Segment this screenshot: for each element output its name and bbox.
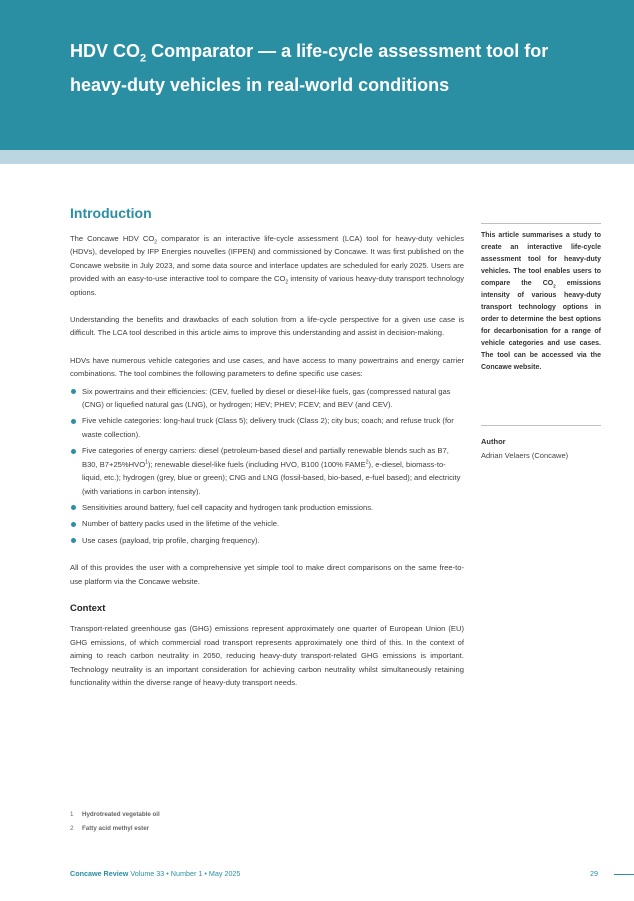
article-summary: This article summarises a study to create an interactive life-cycle assessment tool for heavy-duty vehicles. The tool enables users to compare the $CO_2$ emissions intensity of various heavy-duty transport technology options in order to determine the best options for decarbonisation for a range of vehicle categories and use cases. The tool can be accessed via the Concawe website. — [481, 232, 601, 371]
author-label: Author — [481, 437, 506, 446]
intro-paragraph-2: Understanding the benefits and drawbacks of each solution from a life-cycle perspective for a given use case is difficult. The LCA tool described in this article aims to improve this understanding and assist in decision-making. — [70, 315, 464, 338]
list-item: Use cases (payload, trip profile, charging frequency). — [70, 534, 464, 547]
header-strip — [0, 150, 634, 164]
list-item: Six powertrains and their efficiencies: (CEV, fuelled by diesel or diesel-like fuels, gas (compressed natural gas (CNG) or liquefied natural gas (LNG), or hydrogen; HEV; PHEV; FCEV; and BEV (and CEV). — [70, 385, 464, 412]
context-paragraph-1: Transport-related greenhouse gas (GHG) emissions represent approximately one quarter of European Union (EU) GHG emissions, of which commercial road transport represents approximately one third of this. In the context of aiming to reach carbon neutrality in 2050, reducing heavy-duty transport-related GHG emissions is important. Technology neutrality is an important consideration for achieving carbon neutrality whilst simultaneously retaining functionality within the diverse range of heavy-duty transport needs. — [70, 624, 464, 687]
author-name: Adrian Velaers (Concawe) — [481, 451, 569, 460]
intro-paragraph-4: All of this provides the user with a comprehensive yet simple tool to make direct comparisons on the same free-to-use platform via the Concawe website. — [70, 563, 464, 586]
page-footer — [70, 869, 240, 878]
issue-info: Volume 33 • Number 1 • May 2025 — [128, 869, 241, 878]
sidebar-divider — [481, 223, 601, 224]
summary-sidebar — [481, 223, 601, 374]
article-title: HDV $CO_2$ Comparator — a life-cycle assessment tool for heavy-duty vehicles in real-world conditions — [70, 41, 549, 95]
parameter-list — [70, 385, 464, 547]
list-item: Sensitivities around battery, fuel cell capacity and hydrogen tank production emissions. — [70, 501, 464, 514]
author-divider — [481, 425, 601, 426]
context-heading: Context — [70, 602, 106, 614]
page-number: 29 — [590, 869, 598, 878]
footnote: 2 Fatty acid methyl ester — [70, 825, 150, 832]
main-column — [70, 232, 464, 703]
intro-paragraph-3: HDVs have numerous vehicle categories and use cases, and have access to many powertrains and energy carrier combinations. The tool combines the following parameters to define specific use cases: — [70, 355, 464, 379]
list-item: Number of battery packs used in the lifetime of the vehicle. — [70, 517, 464, 530]
intro-paragraph-1: The Concawe HDV $CO_2$ comparator is an interactive life-cycle assessment (LCA) tool for heavy-duty vehicles (HDVs), developed by IFP Energies nouvelles (IFPEN) and commissioned by Concawe. It was first published on the Concawe website in July 2023, and some data source and interface updates are scheduled for early 2025. Users are provided with an easy-to-use interactive tool to compare the $CO_2$ intensity of various heavy-duty transport technology options. — [70, 234, 465, 297]
introduction-heading: Introduction — [70, 205, 152, 221]
footnote: 1 Hydrotreated vegetable oil — [70, 811, 160, 818]
list-item: Five vehicle categories: long-haul truck (Class 5); delivery truck (Class 2); city bus; coach; and refuse truck (for waste collection). — [70, 414, 464, 441]
page-number-rule — [614, 874, 634, 875]
list-item: Five categories of energy carriers: diesel (petroleum-based diesel and partially renewable blends such as B7, B30, $B7+25\%HVO^1$); renewable diesel-like fuels (including HVO, B100 (100% FAME$^2$), e-diesel, biomass-to-liquid, etc.); hydrogen (grey, blue or green); CNG and LNG (fossil-based, bio-based, e-fuel based); and electricity (with variations in carbon intensity). — [70, 444, 464, 498]
footnotes — [70, 808, 160, 836]
publication-name: Concawe Review — [70, 869, 129, 878]
